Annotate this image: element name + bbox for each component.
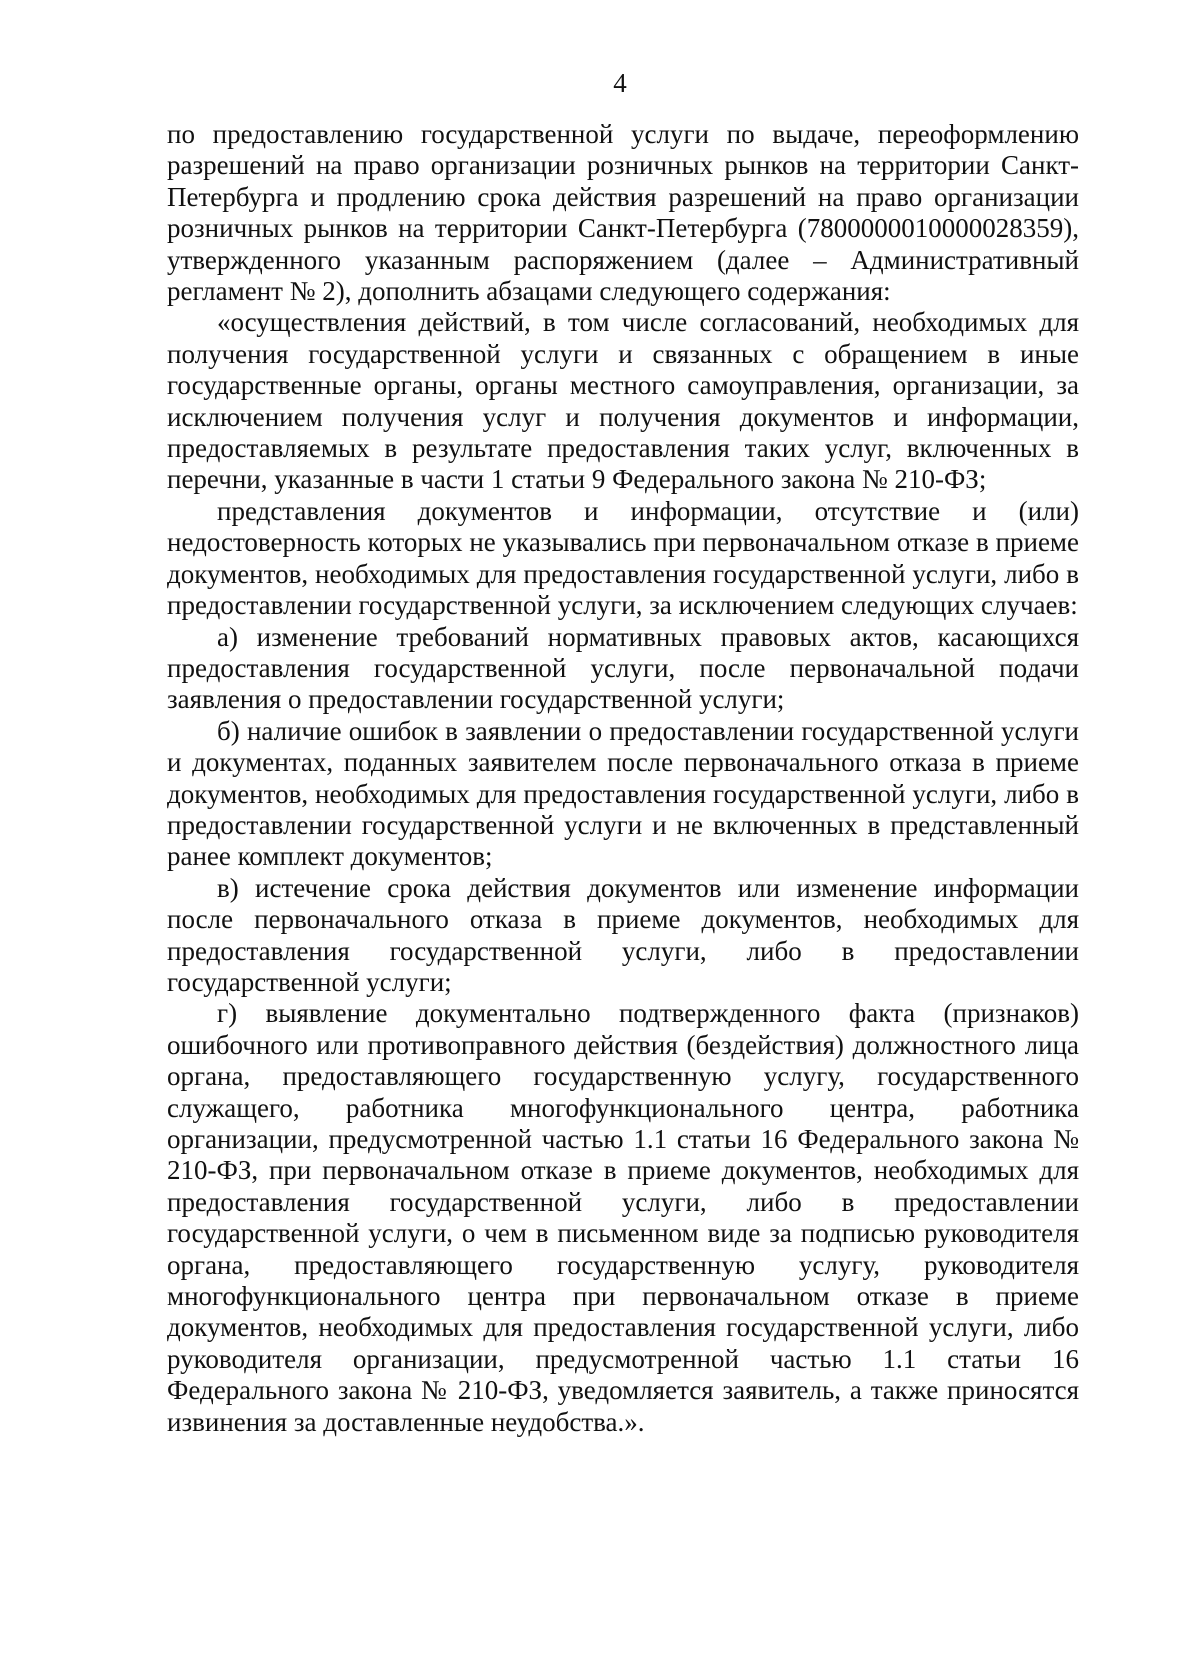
- paragraph-documents: представления документов и информации, отсутствие и (или) недостоверность которых не указывались при первоначальном отказе в приеме документов, необходимых для предоставления государственной услуги, либо в предоставлении государственной услуги, за исключением следующих случаев:: [167, 495, 1079, 621]
- list-item-v: в) истечение срока действия документов или изменение информации после первоначального отказа в приеме документов, необходимых для предоставления государственной услуги, либо в предоставлении государственной услуги;: [167, 872, 1079, 997]
- paragraph-intro: по предоставлению государственной услуги по выдаче, переоформлению разрешений на право организации розничных рынков на территории Санкт-Петербурга и продлению срока действия разрешений на право организации розничных рынков на территории Санкт-Петербурга (7800000010000028359), утвержденного указанным распоряжением (далее – Административный регламент № 2), дополнить абзацами следующего содержания:: [167, 119, 1079, 307]
- list-item-b: б) наличие ошибок в заявлении о предоставлении государственной услуги и документах, поданных заявителем после первоначального отказа в приеме документов, необходимых для предоставления государственной услуги, либо в предоставлении государственной услуги и не включенных в представленный ранее комплект документов;: [167, 715, 1079, 872]
- list-item-g: г) выявление документально подтвержденного факта (признаков) ошибочного или противоправного действия (бездействия) должностного лица органа, предоставляющего государственную услугу, государственного служащего, работника многофункционального центра, работника организации, предусмотренной частью 1.1 статьи 16 Федерального закона № 210-ФЗ, при первоначальном отказе в приеме документов, необходимых для предоставления государственной услуги, либо в предоставлении государственной услуги, о чем в письменном виде за подписью руководителя органа, предоставляющего государственную услугу, руководителя многофункционального центра при первоначальном отказе в приеме документов, необходимых для предоставления государственной услуги, либо руководителя организации, предусмотренной частью 1.1 статьи 16 Федерального закона № 210-ФЗ, уведомляется заявитель, а также приносятся извинения за доставленные неудобства.».: [167, 998, 1079, 1437]
- paragraph-actions: «осуществления действий, в том числе согласований, необходимых для получения государственной услуги и связанных с обращением в иные государственные органы, органы местного самоуправления, организации, за исключением получения услуг и получения документов и информации, предоставляемых в результате предоставления таких услуг, включенных в перечни, указанные в части 1 статьи 9 Федерального закона № 210-ФЗ;: [167, 307, 1079, 495]
- document-body: [167, 119, 1079, 1438]
- list-item-a: а) изменение требований нормативных правовых актов, касающихся предоставления государственной услуги, после первоначальной подачи заявления о предоставлении государственной услуги;: [167, 621, 1079, 715]
- page-number: 4: [613, 68, 627, 98]
